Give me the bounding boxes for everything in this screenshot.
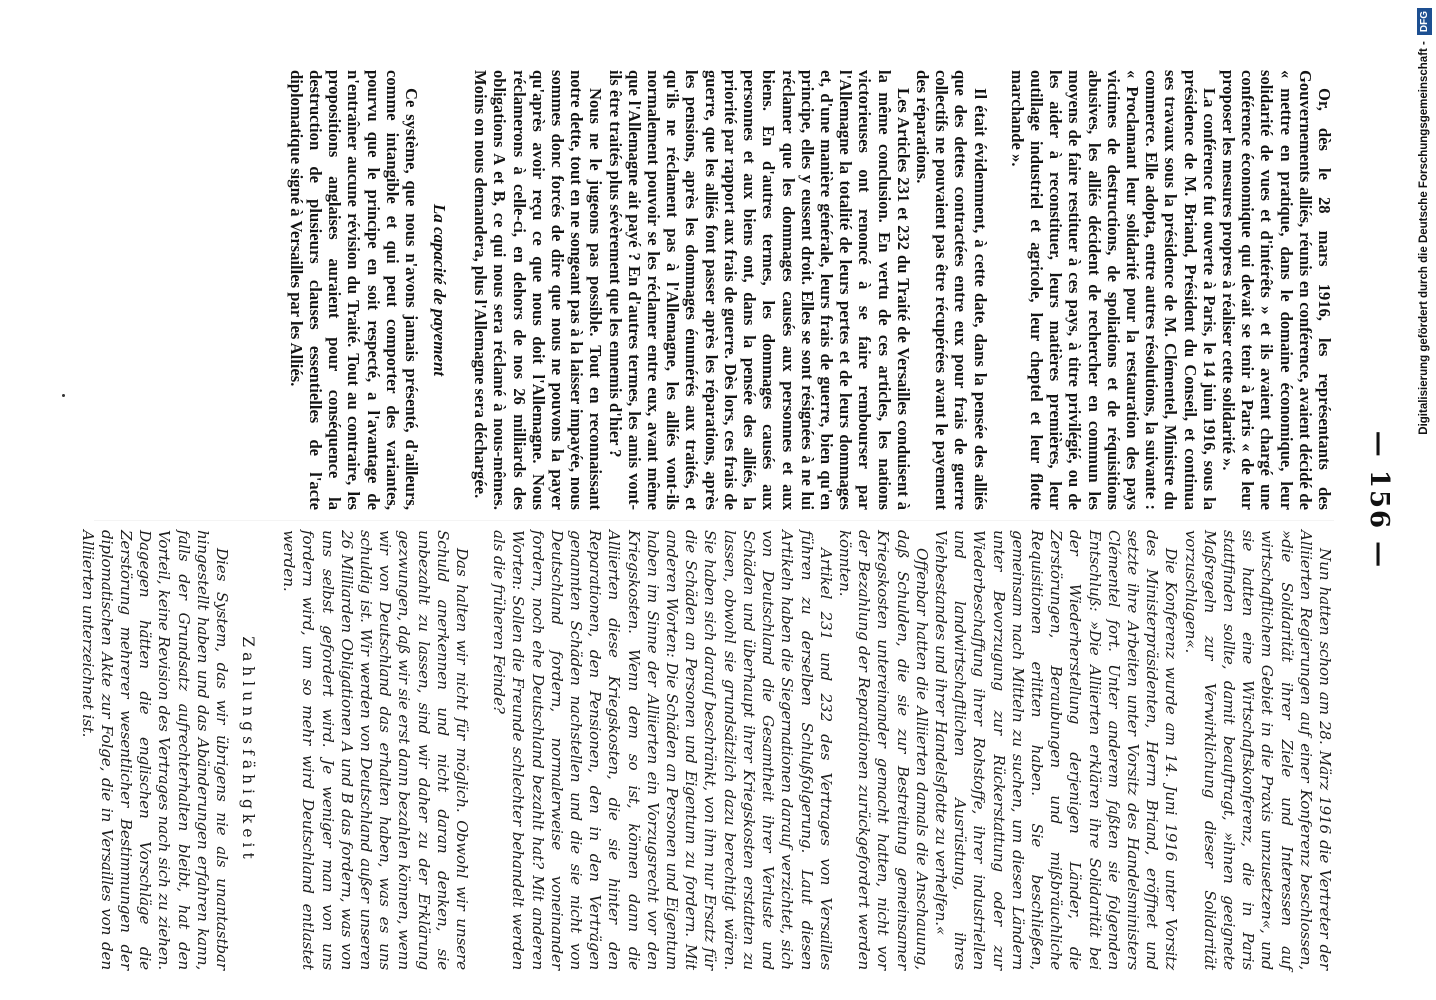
french-paragraph: Ce système, que nous n'avons jamais présenté, d'ailleurs, comme intangible et qui peut comporter des variantes, pourvu que le principe en soit respecté, a l'avantage de n'entraîner aucune révision du Traité. Tout au contraire, les propositions anglaises auraient pour conséquence la destruction de plusieurs clauses essentielles de l'acte diplomatique signé à Versailles par les Alliés.: [286, 70, 422, 510]
french-paragraph: Nous ne le jugeons pas possible. Tout en reconnaissant notre dette, tout en ne songeant pas à la laisser impayée, nous sommes donc forcés de dire que nous ne pouvons la payer qu'après avoir reçu ce que nous doit l'Allemagne. Nous réclamerons à celle-ci, en dehors de nos 26 milliards des obligations A et B, ce qui nous sera réclamé à nous-mêmes. Moins on nous demandera, plus l'Allemagne sera déchargée.: [471, 70, 606, 510]
german-paragraph: Nun hatten schon am 28. März 1916 die Vertreter der Alliierten Regierungen auf einer Konferenz beschlossen, »die Solidarität ihrer Ziele und Interessen auf wirtschaftlichem Gebiet in die Praxis umzusetzen«, und sie hatten eine Wirtschaftskonferenz, die in Paris stattfinden sollte, damit beauftragt, »ihnen geeignete Maßregeln zur Verwirklichung dieser Solidarität vorzuschlagen«.: [1181, 530, 1334, 970]
german-paragraph: Das halten wir nicht für möglich. Obwohl wir unsere Schuld anerkennen und nicht daran denken, sie unbezahlt zu lassen, sind wir daher zu der Erklärung gezwungen, daß wir sie erst dann bezahlen können, wenn wir von Deutschland das erhalten haben, was es uns schuldig ist. Wir werden von Deutschland außer unseren 26 Milliarden Obligationen A und B das fordern, was von uns selbst gefordert wird. Je weniger man von uns fordern wird, um so mehr wird Deutschland entlastet werden.: [280, 530, 472, 970]
french-paragraph: Or, dès le 28 mars 1916, les représentants des Gouvernements alliés, réunis en conférence, avaient décidé de « mettre en pratique, dans le domaine économique, leur solidarité de vues et d'intérêts » et ils avaient chargé une conférence économique qui devait se tenir à Paris « de leur proposer les mesures propres à réaliser cette solidarité ».: [1218, 70, 1334, 510]
german-column: [78, 530, 1334, 970]
german-paragraph: Artikel 231 und 232 des Vertrages von Versailles führen zu derselben Schlußfolgerung. Laut diesen Artikeln haben die Siegernationen darauf verzichtet, sich von Deutschland die Gesamtheit ihrer Verluste und Schäden und überhaupt ihrer Kriegskosten erstatten zu lassen, obwohl sie grundsätzlich dazu berechtigt wären. Sie haben sich darauf beschränkt, von ihm nur Ersatz für die Schäden an Personen und Eigentum zu fordern. Mit anderen Worten: Die Schäden an Personen und Eigentum haben im Sinne der Alliierten ein Vorzugsrecht vor den Kriegskosten. Wenn dem so ist, können dann die Alliierten diese Kriegskosten, die sie hinter den Reparationen, den Pensionen, den in den Verträgen genannten Schäden nachstellen und die sie nicht von Deutschland fordern, normalerweise voneinander fordern, noch ehe Deutschland bezahlt hat? Mit anderen Worten: Sollen die Freunde schlechter behandelt werden als die früheren Feinde?: [490, 530, 835, 970]
digitization-credit: [1414, 0, 1436, 1000]
scan-speck: [62, 394, 65, 397]
french-column: [94, 70, 1334, 510]
credit-text: Digitalisierung gefördert durch die Deutsche Forschungsgemeinschaft -: [1418, 41, 1430, 435]
german-subheading: Zahlungsfähigkeit: [239, 636, 258, 864]
french-paragraph: Il était évidemment, à cette date, dans la pensée des alliés que des dettes contractées entre eux pour frais de guerre collectifs ne pouvaient pas être récupérées avant le payement des réparations.: [912, 70, 990, 510]
french-subheading: La capacité de payement: [430, 203, 450, 377]
page-number: — 156 —: [1364, 430, 1394, 570]
german-paragraph: Die Konferenz wurde am 14. Juni 1916 unter Vorsitz des Ministerpräsidenten, Herrn Briand, eröffnet und setzte ihre Arbeiten unter Vorsitz des Handelsministers Clémentel fort. Unter anderem faßten sie folgenden Entschluß: »Die Alliierten erklären ihre Solidarität bei der Wiederherstellung derjenigen Länder, die Zerstörungen, Beraubungen und mißbräuchliche Requisitionen erlitten haben. Sie beschließen, gemeinsam nach Mitteln zu suchen, um diesen Ländern unter Bevorzugung zur Rückerstattung oder zur Wiederbeschaffung ihrer Rohstoffe, ihrer industriellen und landwirtschaftlichen Ausrüstung, ihres Viehbestandes und ihrer Handelsflotte zu verhelfen.«: [931, 530, 1181, 970]
dfg-logo: DFG: [1417, 8, 1432, 35]
french-paragraph: Les Articles 231 et 232 du Traité de Versailles conduisent à la même conclusion. En vertu de ces articles, les nations victorieuses ont renoncé à se faire rembourser par l'Allemagne la totalité de leurs pertes et de leurs dommages et, d'une manière générale, leurs frais de guerre, bien qu'en principe, elles y eussent droit. Elles se sont résignées à ne lui réclamer que les dommages causés aux personnes et aux biens. En d'autres termes, les dommages causés aux personnes et aux biens ont, dans la pensée des alliés, la priorité par rapport aux frais de guerre. Dès lors, ces frais de guerre, que les alliés font passer après les réparations, après les pensions, après les dommages énumérés aux traités, et qu'ils ne réclament pas à l'Allemagne, les alliés vont-ils normalement pouvoir se les réclamer entre eux, avant même que l'Allemagne ait payé ? En d'autres termes, les amis vont-ils être traités plus sévèrement que les ennemis d'hier ?: [605, 70, 913, 510]
german-paragraph: Dies System, das wir übrigens nie als unantastbar hingestellt haben und das Abänderungen erfahren kann, falls der Grundsatz aufrechterhalten bleibt, hat den Vorteil, keine Revision des Vertrages nach sich zu ziehen. Dagegen hätten die englischen Vorschläge die Zerstörung mehrerer wesentlicher Bestimmungen der diplomatischen Akte zur Folge, die in Versailles von den Alliierten unterzeichnet ist.: [78, 530, 232, 970]
german-paragraph: Offenbar hatten die Alliierten damals die Anschauung, daß Schulden, die sie zur Bestreitung gemeinsamer Kriegskosten untereinander gemacht hatten, nicht vor der Bezahlung der Reparationen zurückgefordert werden könnten.: [835, 530, 931, 970]
column-divider: [94, 520, 1334, 521]
french-paragraph: La conférence fut ouverte à Paris, le 14 juin 1916, sous la présidence de M. Briand, Président du Conseil, et continua ses travaux sous la présidence de M. Clémentel, Ministre du commerce. Elle adopta, entre autres résolutions, la suivante : « Proclamant leur solidarité pour la restauration des pays victimes de destructions, de spoliations et de réquisitions abusives, les alliés décident de rechercher en commun les moyens de faire restituer à ces pays, à titre privilégié, ou de les aider à reconstituer, leurs matières premières, leur outillage industriel et agricole, leur cheptel et leur flotte marchande ».: [1007, 70, 1219, 510]
